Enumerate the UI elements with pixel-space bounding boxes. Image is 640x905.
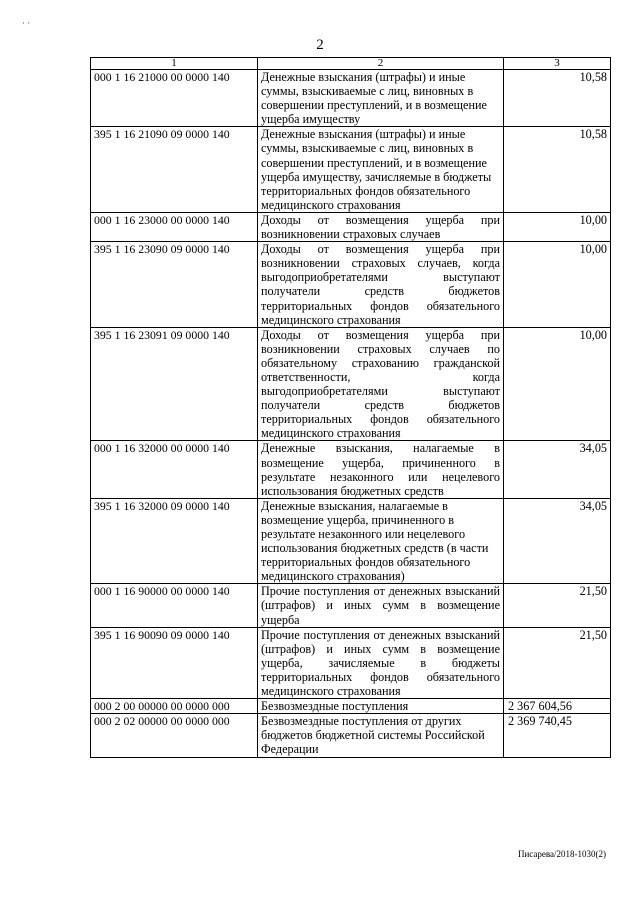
table-row <box>91 70 611 127</box>
scan-mark: · · <box>22 18 31 28</box>
table-header-row <box>91 58 611 70</box>
row-name: Прочие поступления от денежных взысканий (штрафов) и иных сумм в возмещение ущерба, зачисляемые в бюджеты территориальных фондов обязательного медицинского страхования <box>258 627 504 698</box>
table-row <box>91 584 611 627</box>
row-code: 395 1 16 90090 09 0000 140 <box>91 627 258 698</box>
table-row <box>91 127 611 213</box>
row-amount: 10,58 <box>504 70 611 127</box>
row-code: 395 1 16 32000 09 0000 140 <box>91 498 258 584</box>
row-code: 000 2 02 00000 00 0000 000 <box>91 714 258 757</box>
table-row <box>91 714 611 757</box>
table-row <box>91 498 611 584</box>
row-amount: 2 369 740,45 <box>504 714 611 757</box>
row-amount: 10,58 <box>504 127 611 213</box>
row-amount: 34,05 <box>504 498 611 584</box>
table-row <box>91 699 611 714</box>
row-code: 395 1 16 23091 09 0000 140 <box>91 327 258 441</box>
row-name: Денежные взыскания, налагаемые в возмещение ущерба, причиненного в результате незаконного или нецелевого использования бюджетных средств (в части территориальных фондов обязательного медицинского страхования) <box>258 498 504 584</box>
document-footer-ref: Писарева/2018-1030(2) <box>517 849 606 859</box>
table-row <box>91 327 611 441</box>
row-name: Доходы от возмещения ущерба при возникновении страховых случаев по обязательному страхованию гражданской ответственности, когда выгодоприобретателями выступают получатели средств бюджетов территориальных фондов обязательного медицинского страхования <box>258 327 504 441</box>
row-name: Безвозмездные поступления от других бюджетов бюджетной системы Российской Федерации <box>258 714 504 757</box>
table-row <box>91 242 611 328</box>
row-code: 000 2 00 00000 00 0000 000 <box>91 699 258 714</box>
row-code: 395 1 16 23090 09 0000 140 <box>91 242 258 328</box>
row-code: 000 1 16 23000 00 0000 140 <box>91 212 258 241</box>
row-code: 395 1 16 21090 09 0000 140 <box>91 127 258 213</box>
row-name: Прочие поступления от денежных взысканий (штрафов) и иных сумм в возмещение ущерба <box>258 584 504 627</box>
row-name: Денежные взыскания (штрафы) и иные суммы, взыскиваемые с лиц, виновных в совершении преступлений, и в возмещение ущерба имуществу, зачисляемые в бюджеты территориальных фондов обязательного медицинского страхования <box>258 127 504 213</box>
row-name: Доходы от возмещения ущерба при возникновении страховых случаев <box>258 212 504 241</box>
header-col-2: 2 <box>258 58 504 70</box>
row-name: Денежные взыскания (штрафы) и иные суммы, взыскиваемые с лиц, виновных в совершении преступлений, и в возмещение ущерба имуществу <box>258 70 504 127</box>
table-row <box>91 441 611 498</box>
header-col-1: 1 <box>91 58 258 70</box>
row-amount: 10,00 <box>504 327 611 441</box>
row-name: Безвозмездные поступления <box>258 699 504 714</box>
table-row <box>91 627 611 698</box>
row-amount: 34,05 <box>504 441 611 498</box>
row-amount: 21,50 <box>504 584 611 627</box>
table-row <box>91 212 611 241</box>
budget-table <box>90 57 611 758</box>
row-amount: 10,00 <box>504 242 611 328</box>
header-col-3: 3 <box>504 58 611 70</box>
row-name: Доходы от возмещения ущерба при возникновении страховых случаев, когда выгодоприобретателями выступают получатели средств бюджетов территориальных фондов обязательного медицинского страхования <box>258 242 504 328</box>
row-code: 000 1 16 21000 00 0000 140 <box>91 70 258 127</box>
row-amount: 21,50 <box>504 627 611 698</box>
row-amount: 10,00 <box>504 212 611 241</box>
row-code: 000 1 16 32000 00 0000 140 <box>91 441 258 498</box>
row-amount: 2 367 604,56 <box>504 699 611 714</box>
page-number: 2 <box>316 37 324 53</box>
row-name: Денежные взыскания, налагаемые в возмещение ущерба, причиненного в результате незаконного или нецелевого использования бюджетных средств <box>258 441 504 498</box>
row-code: 000 1 16 90000 00 0000 140 <box>91 584 258 627</box>
